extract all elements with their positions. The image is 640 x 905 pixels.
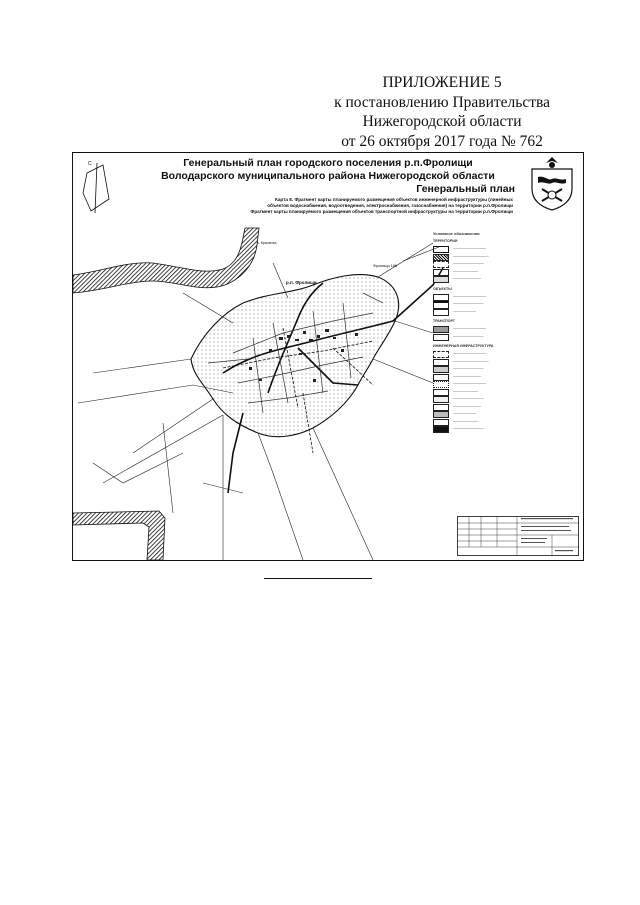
resolution-reference: к постановлению Правительства (334, 93, 550, 111)
map-title-block (133, 157, 523, 196)
legend-title: Условные обозначения (433, 231, 480, 236)
place-label: р.п. Фролищи (286, 280, 317, 285)
north-arrow-icon (83, 161, 109, 213)
signature-rule (264, 578, 372, 579)
settlement-boundary (191, 275, 399, 437)
appendix-number: ПРИЛОЖЕНИЕ 5 (382, 74, 502, 91)
drawing-stamp (457, 516, 579, 556)
svg-text:р. Крылатка: р. Крылатка (257, 241, 277, 245)
map-sheet (72, 152, 584, 561)
region-name: Нижегородской области (362, 113, 522, 130)
map-title: Генеральный план городского поселения р.п.Фролищи (183, 157, 473, 169)
map-legend: Условные обозначения ТЕРРИТОРИИ ───────────── ────────────── ──────────── ────────── ─────────── ОБЪЕКТЫ ───────────── ──────────── ───────── ТРАНСПОРТ ───────────── ──────────── ИНЖЕНЕРНАЯ ИНФРАСТРУКТУРА ───────────── ────────────── ──────────── ─────────── ───────────── ────────── ──────────── ─────────── ───────── ────────── ──────────── (433, 231, 579, 461)
resolution-date: от 26 октября 2017 года № 762 (341, 132, 543, 150)
appendix-header (334, 73, 550, 151)
river (73, 228, 259, 293)
map-subtitle-line: Карта 8. Фрагмент карты планируемого размещения объектов инженерной инфраструктуры (линейных (274, 197, 513, 202)
map-subtitle (193, 197, 513, 215)
map-district: Володарского муниципального района Нижегородской области (161, 170, 495, 182)
road-label: Фролищи 186 (373, 264, 397, 268)
district-boundary-hatched (73, 511, 165, 560)
map-subtitle-line: Фрагмент карты планируемого размещения объектов транспортной инфраструктуры на территории р.п.Фролищи (250, 209, 513, 214)
map-doc-type: Генеральный план (416, 183, 515, 195)
map-subtitle-line: объектов водоснабжения, водоотведения, электроснабжения, газоснабжения) на территории р.п.Фролищи (267, 203, 513, 208)
coat-of-arms-icon (528, 155, 576, 211)
svg-text:С: С (88, 161, 92, 167)
